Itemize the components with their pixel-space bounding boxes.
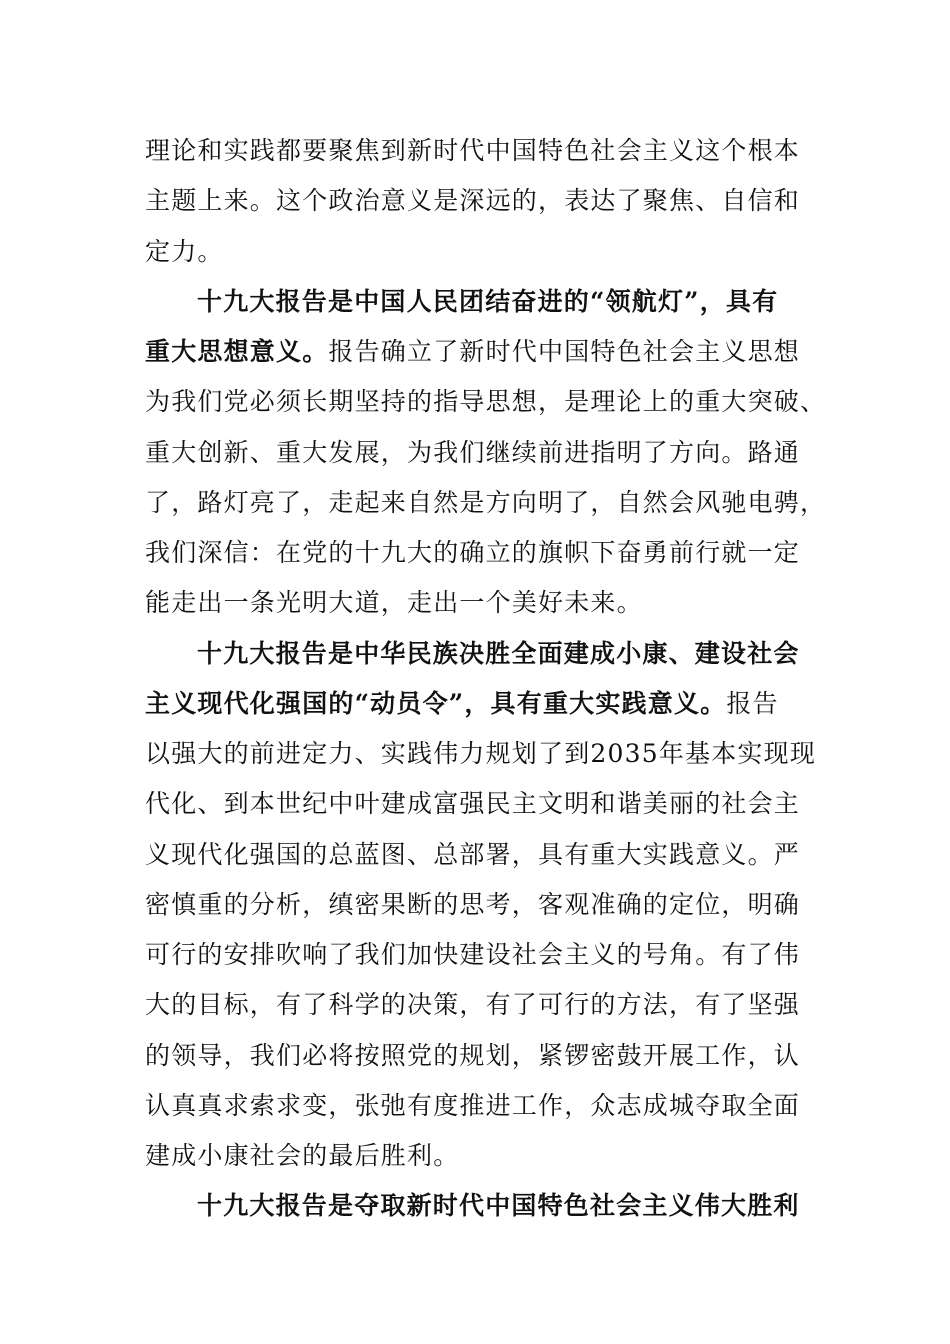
paragraph-line: 能走出一条光明大道，走出一个美好未来。 xyxy=(145,588,643,618)
section-heading-line: 十九大报告是中华民族决胜全面建成小康、建设社会 xyxy=(197,638,800,668)
paragraph-line: 定力。 xyxy=(145,236,224,266)
paragraph-line xyxy=(145,327,810,377)
paragraph-line: 理论和实践都要聚焦到新时代中国特色社会主义这个根本 xyxy=(145,136,801,165)
paragraph-line: 了，路灯亮了，走起来自然是方向明了，自然会风驰电骋， xyxy=(145,487,827,517)
paragraph-line: 重大创新、重大发展，为我们继续前进指明了方向。路通 xyxy=(145,437,801,467)
paragraph-line: 大的目标，有了科学的决策，有了可行的方法，有了坚强 xyxy=(145,990,801,1020)
paragraph-line xyxy=(145,679,810,729)
section-heading-line: 十九大报告是中国人民团结奋进的“领航灯”，具有 xyxy=(197,286,779,316)
paragraph-line: 主题上来。这个政治意义是深远的，表达了聚焦、自信和 xyxy=(145,186,801,216)
section-heading-line: 十九大报告是夺取新时代中国特色社会主义伟大胜利 xyxy=(197,1191,800,1221)
paragraph-line: 可行的安排吹响了我们加快建设社会主义的号角。有了伟 xyxy=(145,940,801,969)
paragraph-text: 报告 xyxy=(726,688,779,718)
section-heading-tail: 主义现代化强国的“动员令”，具有重大实践意义。 xyxy=(145,688,727,718)
paragraph-text: 报告确立了新时代中国特色社会主义思想 xyxy=(328,337,801,366)
paragraph-line: 代化、到本世纪中叶建成富强民主文明和谐美丽的社会主 xyxy=(145,789,801,819)
paragraph-line: 建成小康社会的最后胜利。 xyxy=(145,1141,460,1170)
paragraph-line: 密慎重的分析，缜密果断的思考，客观准确的定位，明确 xyxy=(145,889,801,919)
paragraph-line: 认真真求索求变，张弛有度推进工作，众志成城夺取全面 xyxy=(145,1090,801,1120)
document-body xyxy=(145,126,827,1232)
paragraph-line: 的领导，我们必将按照党的规划，紧锣密鼓开展工作，认 xyxy=(145,1040,801,1070)
paragraph-line: 我们深信：在党的十九大的确立的旗帜下奋勇前行就一定 xyxy=(145,538,801,567)
section-heading-tail: 重大思想意义。 xyxy=(145,337,329,366)
paragraph-line: 以强大的前进定力、实践伟力规划了到2035年基本实现现 xyxy=(145,739,817,768)
paragraph-line: 为我们党必须长期坚持的指导思想，是理论上的重大突破、 xyxy=(145,387,827,417)
paragraph-line: 义现代化强国的总蓝图、总部署，具有重大实践意义。严 xyxy=(145,839,801,869)
